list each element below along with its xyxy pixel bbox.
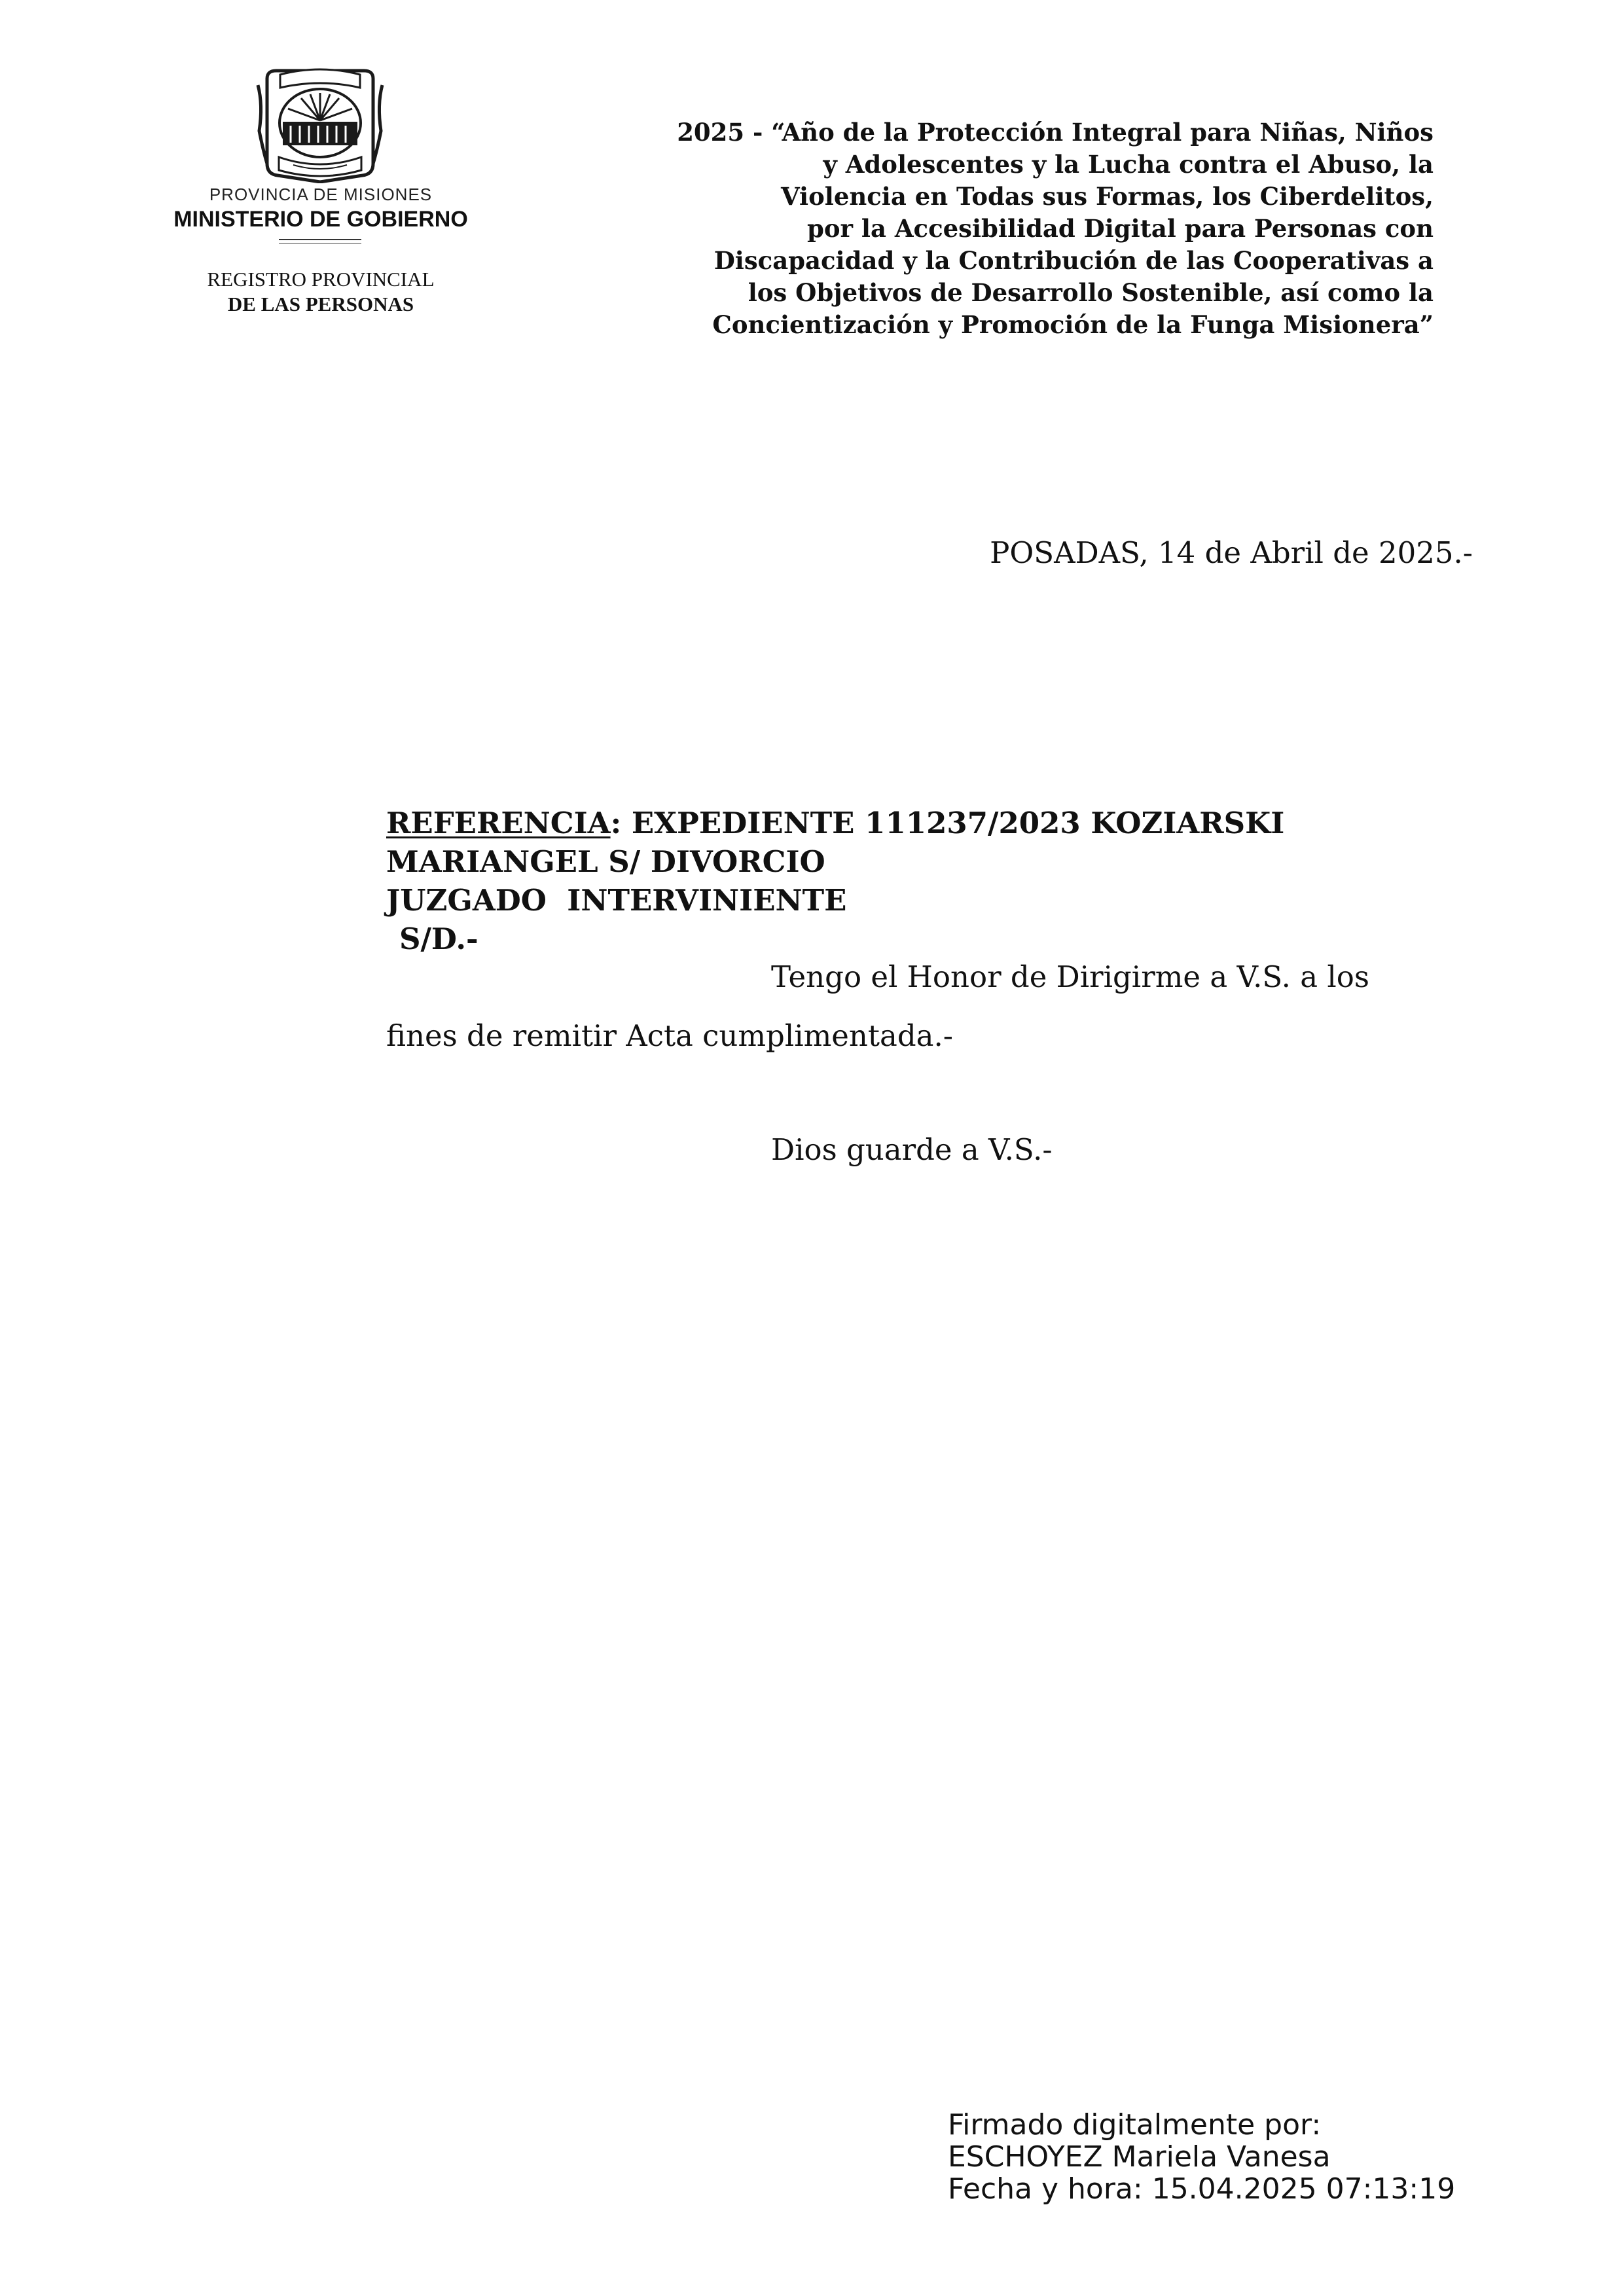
motto-line: 2025 - “Año de la Protección Integral para Niñas, Niños [677,118,1434,147]
registry-line-2 [151,292,491,317]
province-name: PROVINCIA DE MISIONES [209,185,433,204]
motto-line: por la Accesibilidad Digital para Personas con [807,214,1434,243]
reference-line-2: MARIANGEL S/ DIVORCIO [386,844,825,879]
provincial-seal-icon [254,65,386,183]
registry-line-1: REGISTRO PROVINCIAL [207,268,435,291]
reference-line-3: JUZGADO INTERVINIENTE [386,883,847,918]
ministry-name: MINISTERIO DE GOBIERNO [173,207,468,232]
registry-line-2-prefix: DE LAS [227,293,306,315]
reference-case: : EXPEDIENTE 111237/2023 KOZIARSKI [610,806,1285,840]
body-paragraph-line-2: fines de remitir Acta cumplimentada.- [386,1018,953,1053]
motto-line: Violencia en Todas sus Formas, los Ciberdelitos, [780,182,1434,211]
motto-line: y Adolescentes y la Lucha contra el Abuso, la [823,150,1434,179]
signature-line-1: Firmado digitalmente por: [948,2108,1322,2142]
signature-signer: ESCHOYEZ Mariela Vanesa [948,2140,1331,2174]
reference-line-4: S/D.- [399,922,478,956]
signature-timestamp: Fecha y hora: 15.04.2025 07:13:19 [948,2172,1456,2206]
closing-salutation: Dios guarde a V.S.- [771,1132,1053,1167]
registry-line-2-bold: PERSONAS [305,293,414,315]
motto-line: Concientización y Promoción de la Funga Misionera” [712,310,1434,339]
motto-line: los Objetivos de Desarrollo Sostenible, así como la [748,278,1434,307]
registry-name [151,267,491,317]
motto-line: Discapacidad y la Contribución de las Cooperativas a [713,246,1434,275]
digital-signature [948,2109,1455,2205]
letterhead-divider [279,239,361,240]
body-paragraph-line-1: Tengo el Honor de Dirigirme a V.S. a los [771,960,1369,994]
reference-label: REFERENCIA [386,806,611,840]
reference-block [386,804,1499,958]
document-date: POSADAS, 14 de Abril de 2025.- [990,535,1473,570]
reference-line-1 [386,804,1499,842]
year-motto [589,117,1434,341]
